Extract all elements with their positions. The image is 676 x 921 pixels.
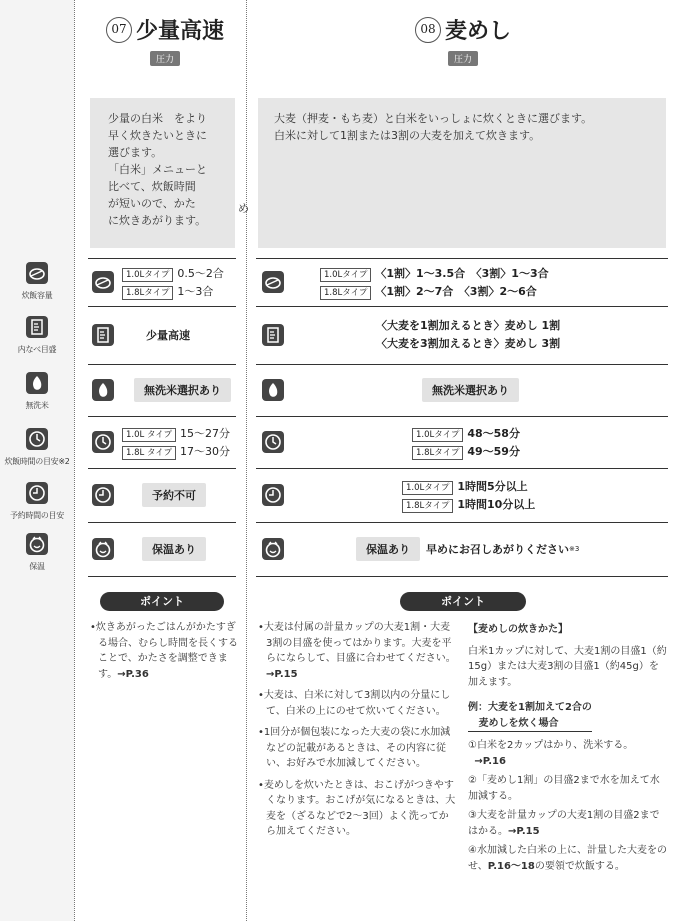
sidebar-item-keep-warm xyxy=(0,533,74,572)
sidebar-item-musenmai xyxy=(0,372,74,411)
reservation-time-icon xyxy=(262,484,284,506)
time-row-08 xyxy=(262,422,520,462)
inner-pot-scale-icon xyxy=(26,316,48,338)
row-rule xyxy=(88,258,236,259)
scale-row-08 xyxy=(262,312,560,358)
desc-line: 早く炊きたいときに xyxy=(108,129,207,142)
reservation-value: 予約不可 xyxy=(142,483,206,507)
capacity-value: 〈1割〉2～7合 〈3割〉2～6合 xyxy=(375,285,537,298)
sidebar-label: 内なべ目盛 xyxy=(17,345,57,354)
desc-line: 選びます。 xyxy=(108,146,163,159)
size-tag: 1.0L タイプ xyxy=(122,428,176,442)
inner-pot-scale-icon xyxy=(92,324,114,346)
point-list-08 xyxy=(258,620,456,846)
cooking-time-icon xyxy=(92,431,114,453)
menu-number: 08 xyxy=(415,17,441,43)
step-text: の要領で炊飯する。 xyxy=(534,860,625,872)
step-text: ①白米を2カップはかり、洗米する。 xyxy=(468,740,634,751)
time-value: 48～58分 xyxy=(467,427,520,440)
page-ref: →P.15 xyxy=(266,668,298,680)
sidebar-item-scale xyxy=(0,316,74,355)
keep-warm-icon xyxy=(26,533,48,555)
menu-title: 麦めし xyxy=(444,18,511,44)
step-item xyxy=(468,738,668,769)
capacity-row-08 xyxy=(262,264,549,300)
musenmai-icon xyxy=(262,379,284,401)
keep-warm-icon xyxy=(92,538,114,560)
sidebar-label: 予約時間の目安 xyxy=(10,511,64,520)
scale-value: 少量高速 xyxy=(146,329,190,342)
sidebar-label: 保温 xyxy=(29,562,45,571)
desc-line: 少量の白米 をより xyxy=(108,112,207,125)
size-tag: 1.0Lタイプ xyxy=(122,268,173,282)
musenmai-icon xyxy=(92,379,114,401)
size-tag: 1.0Lタイプ xyxy=(402,481,453,495)
example-title xyxy=(468,700,592,732)
row-rule xyxy=(256,522,668,523)
howto-text: 白米1カップに対して、大麦1割の目盛1（約15g）または大麦3割の目盛1（約45g）を加えます。 xyxy=(468,645,667,688)
sidebar-item-cooking-time xyxy=(0,428,74,467)
sidebar-item-capacity xyxy=(0,262,74,301)
example-title-line: 麦めしを炊く場合 xyxy=(478,717,559,729)
footnote-mark: ※3 xyxy=(569,545,580,553)
sidebar-label: 無洗米 xyxy=(25,401,49,410)
rice-capacity-icon xyxy=(26,262,48,284)
desc-line: に炊きあがります。 xyxy=(108,214,207,227)
column-divider-1 xyxy=(74,0,75,921)
pressure-badge: 圧力 xyxy=(150,51,180,66)
row-rule xyxy=(88,522,236,523)
desc-line: 比べて、炊飯時間 xyxy=(108,180,196,193)
page-ref: P.16～18 xyxy=(487,860,535,872)
row-rule xyxy=(256,468,668,469)
row-rule xyxy=(256,576,668,577)
size-tag: 1.0Lタイプ xyxy=(320,268,371,282)
point-list-07 xyxy=(90,620,238,688)
inner-pot-scale-icon xyxy=(262,324,284,346)
point-text: 大麦は付属の計量カップの大麦1割・大麦3割の目盛を使ってはかります。大麦を平らにならして、目盛に合わせてください。 xyxy=(263,622,456,664)
keep-warm-row-07 xyxy=(92,528,206,570)
keep-warm-row-08 xyxy=(262,528,579,570)
scale-value: 〈大麦を3割加えるとき〉麦めし 3割 xyxy=(376,337,561,350)
capacity-value: 1～3合 xyxy=(177,285,214,298)
step-item xyxy=(468,843,668,874)
menu-header-08 xyxy=(258,14,668,66)
row-rule xyxy=(88,416,236,417)
keep-warm-icon xyxy=(262,538,284,560)
row-rule xyxy=(256,416,668,417)
desc-overflow-char: め xyxy=(238,202,249,215)
point-item: •大麦は付属の計量カップの大麦1割・大麦3割の目盛を使ってはかります。大麦を平らにならして、目盛に合わせてください。→P.15 xyxy=(258,622,456,680)
size-tag: 1.8Lタイプ xyxy=(320,286,371,300)
reservation-value: 1時間5分以上 xyxy=(457,480,528,493)
point-item: •1回分が個包装になった大麦の袋に水加減などの記載があるときは、その内容に従い、お好みで水加減してください。 xyxy=(258,727,451,769)
menu-header-07 xyxy=(90,14,240,66)
size-tag: 1.8Lタイプ xyxy=(402,499,453,513)
musenmai-value: 無洗米選択あり xyxy=(134,378,231,402)
capacity-value: 0.5～2合 xyxy=(177,267,224,280)
example-title-line: 例：大麦を1割加えて2合の xyxy=(468,702,592,713)
sidebar-label: 炊飯時間の目安※2 xyxy=(4,457,70,466)
column-divider-2 xyxy=(246,0,247,921)
row-rule xyxy=(256,306,668,307)
row-rule xyxy=(256,258,668,259)
step-item xyxy=(468,808,668,839)
size-tag: 1.8Lタイプ xyxy=(412,446,463,460)
point-text: 大麦は、白米に対して3割以内の分量にして、白米の上にのせて炊いてください。 xyxy=(263,690,451,717)
capacity-value: 〈1割〉1～3.5合 〈3割〉1～3合 xyxy=(375,267,549,280)
reservation-value: 1時間10分以上 xyxy=(457,498,536,511)
musenmai-row-07 xyxy=(92,370,231,410)
rice-capacity-icon xyxy=(262,271,284,293)
time-value: 49～59分 xyxy=(467,445,520,458)
scale-value: 〈大麦を1割加えるとき〉麦めし 1割 xyxy=(376,319,561,332)
keep-warm-value: 保温あり xyxy=(142,537,206,561)
keep-warm-value: 保温あり xyxy=(356,537,420,561)
point-banner-08: ポイント xyxy=(400,592,526,611)
musenmai-value: 無洗米選択あり xyxy=(422,378,519,402)
time-row-07 xyxy=(92,422,230,462)
size-tag: 1.0Lタイプ xyxy=(412,428,463,442)
cooking-time-icon xyxy=(262,431,284,453)
row-rule xyxy=(88,468,236,469)
point-banner-07: ポイント xyxy=(100,592,224,611)
keep-warm-note: 早めにお召しあがりください xyxy=(426,543,569,556)
row-rule xyxy=(88,364,236,365)
point-item: •麦めしを炊いたときは、おこげがつきやすくなります。おこげが気になるときは、大麦を（ざるなどで2～3回）よく洗ってから加えてください。 xyxy=(258,779,456,837)
howto-section xyxy=(468,622,668,878)
menu-number: 07 xyxy=(106,17,132,43)
size-tag: 1.8Lタイプ xyxy=(122,286,173,300)
menu-description-07 xyxy=(90,98,235,248)
page-ref: →P.16 xyxy=(474,755,506,767)
row-rule xyxy=(88,576,236,577)
howto-title: 【麦めしの炊きかた】 xyxy=(468,624,568,635)
rice-capacity-icon xyxy=(92,271,114,293)
capacity-row-07 xyxy=(92,264,224,300)
musenmai-row-08 xyxy=(262,370,519,410)
point-item: •大麦は、白米に対して3割以内の分量にして、白米の上にのせて炊いてください。 xyxy=(258,690,451,717)
menu-title: 少量高速 xyxy=(135,18,224,44)
pressure-badge: 圧力 xyxy=(448,51,478,66)
menu-description-08 xyxy=(258,98,666,248)
point-text: 炊きあがったごはんがかたすぎる場合、むらし時間を長くすることで、かたさを調整できます。 xyxy=(95,622,238,680)
scale-row-07 xyxy=(92,312,190,358)
point-text: 麦めしを炊いたときは、おこげがつきやすくなります。おこげが気になるときは、大麦を（ざるなどで2～3回）よく洗ってから加えてください。 xyxy=(263,779,456,837)
reservation-row-07 xyxy=(92,474,206,516)
sidebar-item-reservation xyxy=(0,482,74,521)
desc-line: 白米に対して1割または3割の大麦を加えて炊きます。 xyxy=(274,129,541,142)
step-text: ③大麦を計量カップの大麦1割の目盛2まではかる。 xyxy=(468,810,660,837)
musenmai-icon xyxy=(26,372,48,394)
size-tag: 1.8L タイプ xyxy=(122,446,176,460)
point-item: •炊きあがったごはんがかたすぎる場合、むらし時間を長くすることで、かたさを調整できます。→P.36 xyxy=(90,622,238,680)
page-ref: →P.36 xyxy=(117,668,149,680)
desc-line: 大麦（押麦・もち麦）と白米をいっしょに炊くときに選びます。 xyxy=(274,112,593,125)
step-item xyxy=(468,773,668,804)
reservation-time-icon xyxy=(92,484,114,506)
reservation-row-08 xyxy=(262,474,535,516)
page-ref: →P.15 xyxy=(508,825,540,837)
row-rule xyxy=(88,306,236,307)
desc-line: 「白米」メニューと xyxy=(108,163,207,176)
time-value: 15～27分 xyxy=(180,427,231,440)
desc-line: が短いので、かた xyxy=(108,197,196,210)
sidebar-label: 炊飯容量 xyxy=(21,291,53,300)
point-text: 1回分が個包装になった大麦の袋に水加減などの記載があるときは、その内容に従い、お好みで水加減してください。 xyxy=(263,727,451,769)
row-rule xyxy=(256,364,668,365)
time-value: 17～30分 xyxy=(180,445,231,458)
step-text: ②「麦めし1割」の目盛2まで水を加えて水加減する。 xyxy=(468,775,660,802)
cooking-time-icon xyxy=(26,428,48,450)
reservation-time-icon xyxy=(26,482,48,504)
step-text: ④水加減した白米の上に、計量した大麦をのせ、 xyxy=(468,845,667,872)
